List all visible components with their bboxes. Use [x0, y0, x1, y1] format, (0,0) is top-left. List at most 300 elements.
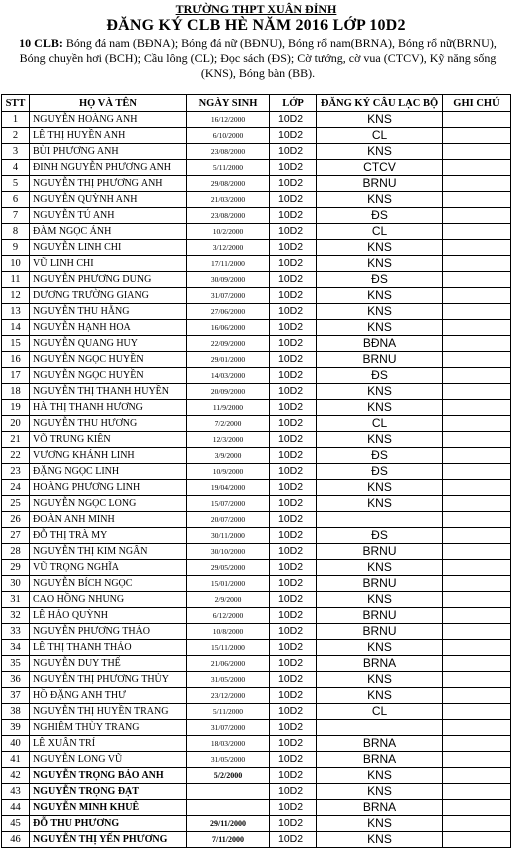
cell-dob: 16/06/2000 — [187, 320, 270, 336]
col-header-club: ĐĂNG KÝ CÂU LẠC BỘ — [317, 95, 443, 112]
cell-note — [443, 720, 511, 736]
registration-table — [1, 94, 511, 848]
cell-class: 10D2 — [270, 688, 317, 704]
cell-club: KNS — [317, 592, 443, 608]
cell-club: BRNU — [317, 352, 443, 368]
cell-class: 10D2 — [270, 256, 317, 272]
cell-name: LÊ XUÂN TRÍ — [30, 736, 187, 752]
cell-name: DƯƠNG TRƯỜNG GIANG — [30, 288, 187, 304]
cell-stt: 27 — [2, 528, 30, 544]
cell-name: NGUYỄN HẠNH HOA — [30, 320, 187, 336]
cell-stt: 20 — [2, 416, 30, 432]
cell-name: NGUYỄN TRỌNG BẢO ANH — [30, 768, 187, 784]
cell-stt: 11 — [2, 272, 30, 288]
cell-stt: 1 — [2, 112, 30, 128]
table-row — [2, 128, 511, 144]
cell-club: KNS — [317, 480, 443, 496]
table-row — [2, 512, 511, 528]
cell-dob: 29/05/2000 — [187, 560, 270, 576]
cell-class: 10D2 — [270, 656, 317, 672]
cell-name: NGUYỄN THU HƯƠNG — [30, 416, 187, 432]
cell-class: 10D2 — [270, 784, 317, 800]
cell-name: NGUYỄN BÍCH NGỌC — [30, 576, 187, 592]
table-row — [2, 640, 511, 656]
cell-dob: 6/12/2000 — [187, 608, 270, 624]
cell-class: 10D2 — [270, 272, 317, 288]
cell-note — [443, 736, 511, 752]
cell-dob: 29/11/2000 — [187, 816, 270, 832]
cell-name: NGUYỄN PHƯƠNG THẢO — [30, 624, 187, 640]
cell-note — [443, 768, 511, 784]
cell-dob: 15/07/2000 — [187, 496, 270, 512]
cell-dob: 16/12/2000 — [187, 112, 270, 128]
cell-name: VŨ TRỌNG NGHĨA — [30, 560, 187, 576]
col-header-note: GHI CHÚ — [443, 95, 511, 112]
cell-note — [443, 352, 511, 368]
cell-note — [443, 704, 511, 720]
table-row — [2, 720, 511, 736]
cell-stt: 39 — [2, 720, 30, 736]
cell-dob: 17/11/2000 — [187, 256, 270, 272]
cell-name: VŨ LINH CHI — [30, 256, 187, 272]
cell-note — [443, 672, 511, 688]
cell-dob: 10/2/2000 — [187, 224, 270, 240]
cell-note — [443, 384, 511, 400]
cell-class: 10D2 — [270, 640, 317, 656]
table-row — [2, 544, 511, 560]
cell-name: NGUYỄN TRỌNG ĐẠT — [30, 784, 187, 800]
cell-club: KNS — [317, 320, 443, 336]
cell-club: CL — [317, 416, 443, 432]
table-row — [2, 800, 511, 816]
cell-class: 10D2 — [270, 816, 317, 832]
cell-club: KNS — [317, 304, 443, 320]
cell-club: BRNU — [317, 576, 443, 592]
cell-club: BRNU — [317, 544, 443, 560]
cell-stt: 35 — [2, 656, 30, 672]
cell-club: BRNA — [317, 736, 443, 752]
cell-name: HỒ ĐẶNG ANH THƯ — [30, 688, 187, 704]
cell-dob: 3/9/2000 — [187, 448, 270, 464]
cell-note — [443, 656, 511, 672]
cell-class: 10D2 — [270, 544, 317, 560]
cell-name: NGUYỄN THU HẰNG — [30, 304, 187, 320]
cell-name: NGUYỄN QUANG HUY — [30, 336, 187, 352]
cell-note — [443, 224, 511, 240]
cell-dob: 7/2/2000 — [187, 416, 270, 432]
cell-note — [443, 480, 511, 496]
cell-club: KNS — [317, 672, 443, 688]
cell-dob: 30/09/2000 — [187, 272, 270, 288]
table-row — [2, 560, 511, 576]
cell-dob: 31/07/2000 — [187, 288, 270, 304]
col-header-name: HỌ VÀ TÊN — [30, 95, 187, 112]
cell-club: BRNA — [317, 752, 443, 768]
cell-stt: 23 — [2, 464, 30, 480]
cell-stt: 38 — [2, 704, 30, 720]
table-row — [2, 832, 511, 848]
col-header-class: LỚP — [270, 95, 317, 112]
cell-club: CTCV — [317, 160, 443, 176]
cell-name: NGUYỄN NGỌC LONG — [30, 496, 187, 512]
table-row — [2, 304, 511, 320]
table-row — [2, 320, 511, 336]
cell-note — [443, 176, 511, 192]
cell-club: ĐS — [317, 208, 443, 224]
table-row — [2, 352, 511, 368]
cell-note — [443, 512, 511, 528]
cell-stt: 43 — [2, 784, 30, 800]
cell-dob: 20/07/2000 — [187, 512, 270, 528]
cell-stt: 46 — [2, 832, 30, 848]
cell-dob: 3/12/2000 — [187, 240, 270, 256]
cell-club — [317, 720, 443, 736]
cell-dob: 31/07/2000 — [187, 720, 270, 736]
cell-dob: 29/01/2000 — [187, 352, 270, 368]
cell-name: NGUYỄN LONG VŨ — [30, 752, 187, 768]
cell-dob: 31/05/2000 — [187, 672, 270, 688]
cell-club: ĐS — [317, 528, 443, 544]
cell-stt: 15 — [2, 336, 30, 352]
cell-note — [443, 800, 511, 816]
table-row — [2, 784, 511, 800]
table-row — [2, 464, 511, 480]
cell-stt: 18 — [2, 384, 30, 400]
cell-name: ĐẶNG NGỌC LINH — [30, 464, 187, 480]
cell-stt: 31 — [2, 592, 30, 608]
cell-stt: 19 — [2, 400, 30, 416]
cell-class: 10D2 — [270, 112, 317, 128]
cell-club: KNS — [317, 112, 443, 128]
cell-note — [443, 592, 511, 608]
table-row — [2, 592, 511, 608]
cell-name: NGUYỄN PHƯƠNG DUNG — [30, 272, 187, 288]
cell-club: KNS — [317, 496, 443, 512]
cell-dob: 23/08/2000 — [187, 208, 270, 224]
cell-club: KNS — [317, 240, 443, 256]
cell-club: BRNU — [317, 608, 443, 624]
cell-note — [443, 544, 511, 560]
cell-club: KNS — [317, 832, 443, 848]
cell-dob: 30/10/2000 — [187, 544, 270, 560]
table-row — [2, 400, 511, 416]
cell-class: 10D2 — [270, 496, 317, 512]
cell-note — [443, 192, 511, 208]
cell-note — [443, 464, 511, 480]
cell-dob: 15/11/2000 — [187, 640, 270, 656]
cell-dob: 6/10/2000 — [187, 128, 270, 144]
cell-class: 10D2 — [270, 368, 317, 384]
cell-stt: 34 — [2, 640, 30, 656]
cell-club: KNS — [317, 784, 443, 800]
cell-name: VƯƠNG KHÁNH LINH — [30, 448, 187, 464]
cell-club: KNS — [317, 640, 443, 656]
cell-stt: 42 — [2, 768, 30, 784]
cell-note — [443, 624, 511, 640]
club-description-text: Bóng đá nam (BĐNA); Bóng đá nữ (BĐNU), Bóng rổ nam(BRNA), Bóng rổ nữ(BRNU), Bóng chuyền hơi (BCH); Cầu lông (CL); Đọc sách (ĐS); Cờ tướng, cờ vua (CTCV), Kỹ năng sống (KNS), Bóng bàn (BB). — [19, 36, 497, 80]
cell-club — [317, 512, 443, 528]
cell-dob: 11/9/2000 — [187, 400, 270, 416]
table-row — [2, 448, 511, 464]
cell-note — [443, 816, 511, 832]
cell-stt: 16 — [2, 352, 30, 368]
cell-stt: 2 — [2, 128, 30, 144]
cell-name: BÙI PHƯƠNG ANH — [30, 144, 187, 160]
col-header-dob: NGÀY SINH — [187, 95, 270, 112]
cell-note — [443, 448, 511, 464]
cell-class: 10D2 — [270, 592, 317, 608]
table-row — [2, 192, 511, 208]
cell-club: CL — [317, 704, 443, 720]
cell-name: NGUYỄN THỊ YẾN PHƯƠNG — [30, 832, 187, 848]
cell-note — [443, 320, 511, 336]
cell-note — [443, 688, 511, 704]
cell-name: ĐỖ THU PHƯƠNG — [30, 816, 187, 832]
cell-note — [443, 112, 511, 128]
table-row — [2, 480, 511, 496]
cell-stt: 37 — [2, 688, 30, 704]
cell-stt: 41 — [2, 752, 30, 768]
cell-club: BRNU — [317, 176, 443, 192]
cell-name: VÕ TRUNG KIÊN — [30, 432, 187, 448]
cell-name: NGUYỄN MINH KHUÊ — [30, 800, 187, 816]
cell-stt: 10 — [2, 256, 30, 272]
cell-dob: 21/06/2000 — [187, 656, 270, 672]
table-header-row — [2, 95, 511, 112]
cell-club: ĐS — [317, 448, 443, 464]
cell-class: 10D2 — [270, 208, 317, 224]
cell-dob: 14/03/2000 — [187, 368, 270, 384]
cell-dob: 2/9/2000 — [187, 592, 270, 608]
cell-dob: 10/9/2000 — [187, 464, 270, 480]
cell-stt: 30 — [2, 576, 30, 592]
cell-note — [443, 496, 511, 512]
table-row — [2, 240, 511, 256]
cell-note — [443, 416, 511, 432]
cell-name: NGHIÊM THÙY TRANG — [30, 720, 187, 736]
cell-name: NGUYỄN THỊ THANH HUYỀN — [30, 384, 187, 400]
cell-class: 10D2 — [270, 608, 317, 624]
cell-name: NGUYỄN TÚ ANH — [30, 208, 187, 224]
table-row — [2, 496, 511, 512]
cell-class: 10D2 — [270, 320, 317, 336]
cell-class: 10D2 — [270, 624, 317, 640]
cell-class: 10D2 — [270, 400, 317, 416]
table-row — [2, 688, 511, 704]
cell-note — [443, 608, 511, 624]
cell-note — [443, 144, 511, 160]
cell-dob: 20/09/2000 — [187, 384, 270, 400]
table-row — [2, 704, 511, 720]
cell-club: KNS — [317, 288, 443, 304]
cell-club: KNS — [317, 400, 443, 416]
table-row — [2, 272, 511, 288]
cell-dob: 23/08/2000 — [187, 144, 270, 160]
cell-club: ĐS — [317, 368, 443, 384]
cell-dob — [187, 784, 270, 800]
cell-dob: 30/11/2000 — [187, 528, 270, 544]
cell-note — [443, 272, 511, 288]
cell-club: BRNA — [317, 656, 443, 672]
cell-club: KNS — [317, 384, 443, 400]
cell-note — [443, 208, 511, 224]
table-row — [2, 256, 511, 272]
cell-club: ĐS — [317, 272, 443, 288]
cell-stt: 3 — [2, 144, 30, 160]
cell-class: 10D2 — [270, 560, 317, 576]
cell-note — [443, 128, 511, 144]
cell-class: 10D2 — [270, 704, 317, 720]
cell-class: 10D2 — [270, 224, 317, 240]
table-row — [2, 768, 511, 784]
cell-stt: 44 — [2, 800, 30, 816]
cell-class: 10D2 — [270, 672, 317, 688]
cell-note — [443, 784, 511, 800]
cell-class: 10D2 — [270, 416, 317, 432]
cell-note — [443, 256, 511, 272]
cell-dob: 23/12/2000 — [187, 688, 270, 704]
table-row — [2, 528, 511, 544]
cell-club: ĐS — [317, 464, 443, 480]
cell-dob: 31/05/2000 — [187, 752, 270, 768]
cell-dob: 18/03/2000 — [187, 736, 270, 752]
table-row — [2, 752, 511, 768]
cell-note — [443, 160, 511, 176]
cell-class: 10D2 — [270, 160, 317, 176]
cell-club: KNS — [317, 432, 443, 448]
cell-class: 10D2 — [270, 528, 317, 544]
cell-dob: 5/2/2000 — [187, 768, 270, 784]
cell-stt: 26 — [2, 512, 30, 528]
cell-name: HOÀNG PHƯƠNG LINH — [30, 480, 187, 496]
cell-dob: 12/3/2000 — [187, 432, 270, 448]
cell-class: 10D2 — [270, 352, 317, 368]
cell-club: CL — [317, 128, 443, 144]
table-row — [2, 672, 511, 688]
cell-note — [443, 400, 511, 416]
cell-stt: 45 — [2, 816, 30, 832]
cell-name: NGUYỄN DUY THẾ — [30, 656, 187, 672]
cell-stt: 21 — [2, 432, 30, 448]
cell-club: BRNU — [317, 624, 443, 640]
table-row — [2, 176, 511, 192]
cell-name: NGUYỄN THỊ PHƯƠNG THỦY — [30, 672, 187, 688]
school-name: TRƯỜNG THPT XUÂN ĐỈNH — [175, 2, 337, 16]
cell-stt: 17 — [2, 368, 30, 384]
cell-stt: 29 — [2, 560, 30, 576]
cell-name: NGUYỄN THỊ KIM NGÂN — [30, 544, 187, 560]
cell-dob: 29/08/2000 — [187, 176, 270, 192]
table-row — [2, 368, 511, 384]
cell-class: 10D2 — [270, 384, 317, 400]
table-row — [2, 608, 511, 624]
cell-class: 10D2 — [270, 192, 317, 208]
cell-stt: 13 — [2, 304, 30, 320]
cell-class: 10D2 — [270, 144, 317, 160]
cell-stt: 6 — [2, 192, 30, 208]
cell-class: 10D2 — [270, 736, 317, 752]
cell-name: NGUYỄN NGỌC HUYỀN — [30, 368, 187, 384]
table-row — [2, 432, 511, 448]
cell-note — [443, 368, 511, 384]
table-row — [2, 624, 511, 640]
cell-dob: 10/8/2000 — [187, 624, 270, 640]
cell-stt: 22 — [2, 448, 30, 464]
cell-class: 10D2 — [270, 176, 317, 192]
cell-dob: 7/11/2000 — [187, 832, 270, 848]
cell-name: ĐÀM NGỌC ÁNH — [30, 224, 187, 240]
cell-stt: 24 — [2, 480, 30, 496]
table-row — [2, 144, 511, 160]
cell-stt: 33 — [2, 624, 30, 640]
cell-dob: 5/11/2000 — [187, 160, 270, 176]
cell-stt: 8 — [2, 224, 30, 240]
cell-stt: 7 — [2, 208, 30, 224]
cell-class: 10D2 — [270, 448, 317, 464]
table-row — [2, 288, 511, 304]
cell-name: ĐỖ THỊ TRÀ MY — [30, 528, 187, 544]
cell-stt: 4 — [2, 160, 30, 176]
cell-class: 10D2 — [270, 720, 317, 736]
cell-class: 10D2 — [270, 768, 317, 784]
cell-class: 10D2 — [270, 304, 317, 320]
cell-class: 10D2 — [270, 800, 317, 816]
cell-stt: 9 — [2, 240, 30, 256]
cell-dob: 21/03/2000 — [187, 192, 270, 208]
cell-name: LÊ HẢO QUỲNH — [30, 608, 187, 624]
cell-dob: 22/09/2000 — [187, 336, 270, 352]
cell-stt: 14 — [2, 320, 30, 336]
cell-dob: 27/06/2000 — [187, 304, 270, 320]
cell-note — [443, 304, 511, 320]
cell-club: KNS — [317, 144, 443, 160]
cell-name: NGUYỄN HOÀNG ANH — [30, 112, 187, 128]
cell-club: CL — [317, 224, 443, 240]
cell-club: KNS — [317, 816, 443, 832]
cell-name: CAO HỒNG NHUNG — [30, 592, 187, 608]
cell-name: ĐOÀN ANH MINH — [30, 512, 187, 528]
cell-name: NGUYỄN THỊ HUYỀN TRANG — [30, 704, 187, 720]
cell-name: NGUYỄN LINH CHI — [30, 240, 187, 256]
cell-name: ĐINH NGUYỄN PHƯƠNG ANH — [30, 160, 187, 176]
cell-name: NGUYỄN QUỲNH ANH — [30, 192, 187, 208]
cell-class: 10D2 — [270, 336, 317, 352]
cell-note — [443, 576, 511, 592]
cell-note — [443, 432, 511, 448]
cell-dob: 15/01/2000 — [187, 576, 270, 592]
cell-class: 10D2 — [270, 480, 317, 496]
cell-note — [443, 640, 511, 656]
cell-dob: 19/04/2000 — [187, 480, 270, 496]
cell-club: BĐNA — [317, 336, 443, 352]
table-row — [2, 224, 511, 240]
cell-note — [443, 560, 511, 576]
table-row — [2, 736, 511, 752]
cell-stt: 5 — [2, 176, 30, 192]
table-row — [2, 384, 511, 400]
cell-class: 10D2 — [270, 752, 317, 768]
cell-name: LÊ THỊ THANH THẢO — [30, 640, 187, 656]
table-row — [2, 336, 511, 352]
cell-class: 10D2 — [270, 832, 317, 848]
cell-note — [443, 832, 511, 848]
cell-stt: 40 — [2, 736, 30, 752]
table-row — [2, 576, 511, 592]
cell-class: 10D2 — [270, 512, 317, 528]
cell-class: 10D2 — [270, 128, 317, 144]
cell-name: LÊ THỊ HUYỀN ANH — [30, 128, 187, 144]
cell-note — [443, 752, 511, 768]
